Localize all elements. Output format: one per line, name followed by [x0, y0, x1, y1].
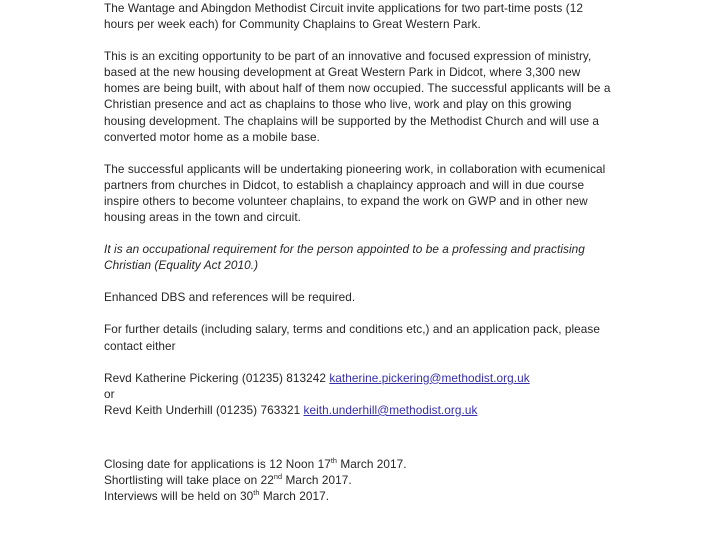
paragraph-opportunity: This is an exciting opportunity to be part of an innovative and focused expression of ministry, based at the new housing development at Great Western Park in Didcot, where 3,300 new homes are being built, with about half of them now occupied. The successful applicants will be a Christian presence and act as chaplains to those who live, work and play on this growing housing development. The chaplains will be supported by the Methodist Church and will use a converted motor home as a mobile base.	[104, 49, 611, 144]
shortlisting-date-prefix: Shortlisting will take place on 22	[104, 472, 274, 487]
paragraph-occupational-requirement: It is an occupational requirement for the person appointed to be a professing and practising Christian (Equality Act 2010.)	[104, 242, 585, 273]
interviews-date-prefix: Interviews will be held on 30	[104, 489, 254, 504]
interviews-date-suffix: March 2017.	[259, 489, 330, 504]
contact-secondary	[104, 402, 616, 418]
document-body	[104, 0, 616, 504]
closing-date-line	[104, 456, 616, 472]
section-spacer	[104, 418, 616, 456]
paragraph-intro: The Wantage and Abingdon Methodist Circuit invite applications for two part-time posts (12 hours per week each) for Community Chaplains to Great Western Park.	[104, 1, 583, 32]
shortlisting-date-suffix: March 2017.	[282, 472, 352, 487]
paragraph-further-details: For further details (including salary, terms and conditions etc,) and an application pack, please contact either	[104, 322, 600, 353]
contact-block	[104, 370, 616, 418]
paragraph-dbs: Enhanced DBS and references will be required.	[104, 290, 356, 305]
contact-primary	[104, 370, 616, 386]
closing-date-ordinal: th	[330, 455, 338, 465]
shortlisting-date-line	[104, 472, 616, 488]
closing-date-prefix: Closing date for applications is 12 Noon 17	[104, 456, 331, 471]
paragraph-spacer	[104, 273, 616, 289]
contact-primary-name-phone: Revd Katherine Pickering (01235) 813242	[104, 370, 330, 385]
shortlisting-date-ordinal: nd	[273, 472, 283, 482]
interviews-date-ordinal: th	[253, 488, 260, 498]
paragraph-spacer	[104, 32, 616, 48]
key-dates-block	[104, 456, 616, 504]
paragraph-spacer	[104, 305, 616, 321]
contact-secondary-name-phone: Revd Keith Underhill (01235) 763321	[104, 402, 304, 417]
contact-primary-email-link[interactable]: katherine.pickering@methodist.org.uk	[329, 370, 530, 385]
paragraph-pioneering: The successful applicants will be undertaking pioneering work, in collaboration with ecumenical partners from churches in Didcot, to establish a chaplaincy approach and will in due course inspire others to become volunteer chaplains, to expand the work on GWP and in other new housing areas in the town and circuit.	[104, 161, 606, 225]
paragraph-spacer	[104, 354, 616, 370]
contact-secondary-email-link[interactable]: keith.underhill@methodist.org.uk	[303, 402, 478, 417]
paragraph-spacer	[104, 145, 616, 161]
contact-or-separator: or	[104, 386, 115, 401]
interviews-date-line	[104, 488, 616, 504]
paragraph-spacer	[104, 225, 616, 241]
closing-date-suffix: March 2017.	[337, 456, 407, 471]
